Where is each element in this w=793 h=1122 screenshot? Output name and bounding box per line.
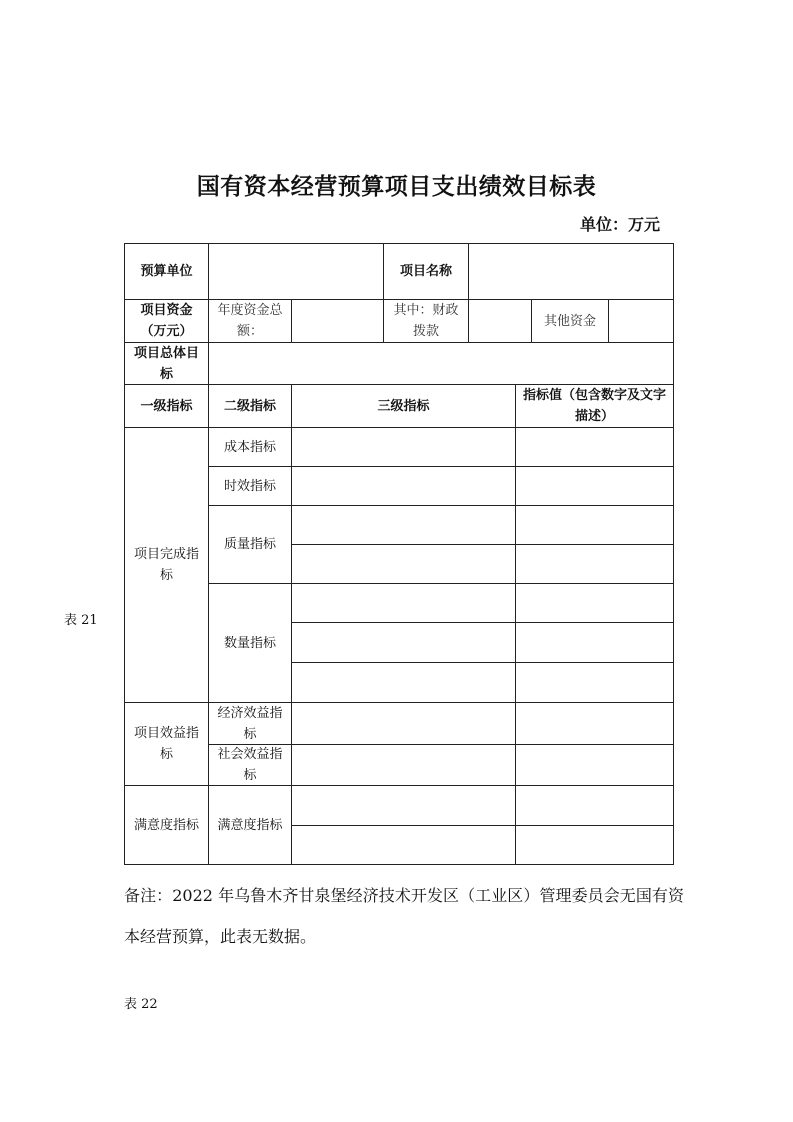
indicator-value-cell[interactable] <box>515 505 674 545</box>
footnote: 备注：2022 年乌鲁木齐甘泉堡经济技术开发区（工业区）管理委员会无国有资本经营预算，此表无数据。 <box>124 886 684 946</box>
indicator-value-cell[interactable] <box>515 744 674 786</box>
overall-goal-cell[interactable] <box>208 342 674 385</box>
project-name-cell[interactable] <box>468 243 674 300</box>
annual-total-cell[interactable] <box>291 299 384 343</box>
page-title: 国有资本经营预算项目支出绩效目标表 <box>196 173 597 200</box>
header-level1: 一级指标 <box>124 384 209 428</box>
indicator-value-cell[interactable] <box>515 427 674 467</box>
fiscal-allocation-cell[interactable] <box>468 299 532 343</box>
level3-cell[interactable] <box>291 427 516 467</box>
performance-target-table <box>124 243 674 865</box>
fiscal-allocation-label: 其中：财政拨款 <box>383 299 469 343</box>
indicator-value-cell[interactable] <box>515 583 674 623</box>
level3-cell[interactable] <box>291 744 516 786</box>
level2-economic: 经济效益指标 <box>208 702 292 745</box>
header-level3: 三级指标 <box>291 384 516 428</box>
level1-benefit: 项目效益指标 <box>124 702 209 786</box>
project-name-label: 项目名称 <box>383 243 469 300</box>
level3-cell[interactable] <box>291 622 516 663</box>
annual-total-label: 年度资金总额： <box>208 299 292 343</box>
header-indicator-value: 指标值（包含数字及文字描述） <box>515 384 674 428</box>
level3-cell[interactable] <box>291 825 516 865</box>
level2-quality: 质量指标 <box>208 505 292 584</box>
next-table-number-label: 表 22 <box>124 997 158 1012</box>
indicator-value-cell[interactable] <box>515 622 674 663</box>
level3-cell[interactable] <box>291 662 516 703</box>
level3-cell[interactable] <box>291 702 516 745</box>
overall-goal-label: 项目总体目标 <box>124 342 209 385</box>
indicator-value-cell[interactable] <box>515 825 674 865</box>
other-funds-label: 其他资金 <box>531 299 609 343</box>
budget-unit-label: 预算单位 <box>124 243 209 300</box>
level2-quantity: 数量指标 <box>208 583 292 703</box>
level3-cell[interactable] <box>291 505 516 545</box>
level3-cell[interactable] <box>291 583 516 623</box>
indicator-value-cell[interactable] <box>515 702 674 745</box>
level3-cell[interactable] <box>291 466 516 506</box>
level3-cell[interactable] <box>291 544 516 584</box>
level1-satisfaction: 满意度指标 <box>124 785 209 865</box>
budget-unit-cell[interactable] <box>208 243 384 300</box>
other-funds-cell[interactable] <box>608 299 674 343</box>
indicator-value-cell[interactable] <box>515 785 674 826</box>
indicator-value-cell[interactable] <box>515 662 674 703</box>
level3-cell[interactable] <box>291 785 516 826</box>
level2-timeliness: 时效指标 <box>208 466 292 506</box>
level2-social: 社会效益指标 <box>208 744 292 786</box>
indicator-value-cell[interactable] <box>515 466 674 506</box>
level2-cost: 成本指标 <box>208 427 292 467</box>
table-number-label: 表 21 <box>64 613 98 628</box>
header-level2: 二级指标 <box>208 384 292 428</box>
project-funds-label: 项目资金（万元） <box>124 299 209 343</box>
level1-completion: 项目完成指标 <box>124 427 209 703</box>
unit-label: 单位：万元 <box>579 215 660 234</box>
indicator-value-cell[interactable] <box>515 544 674 584</box>
level2-satisfaction: 满意度指标 <box>208 785 292 865</box>
